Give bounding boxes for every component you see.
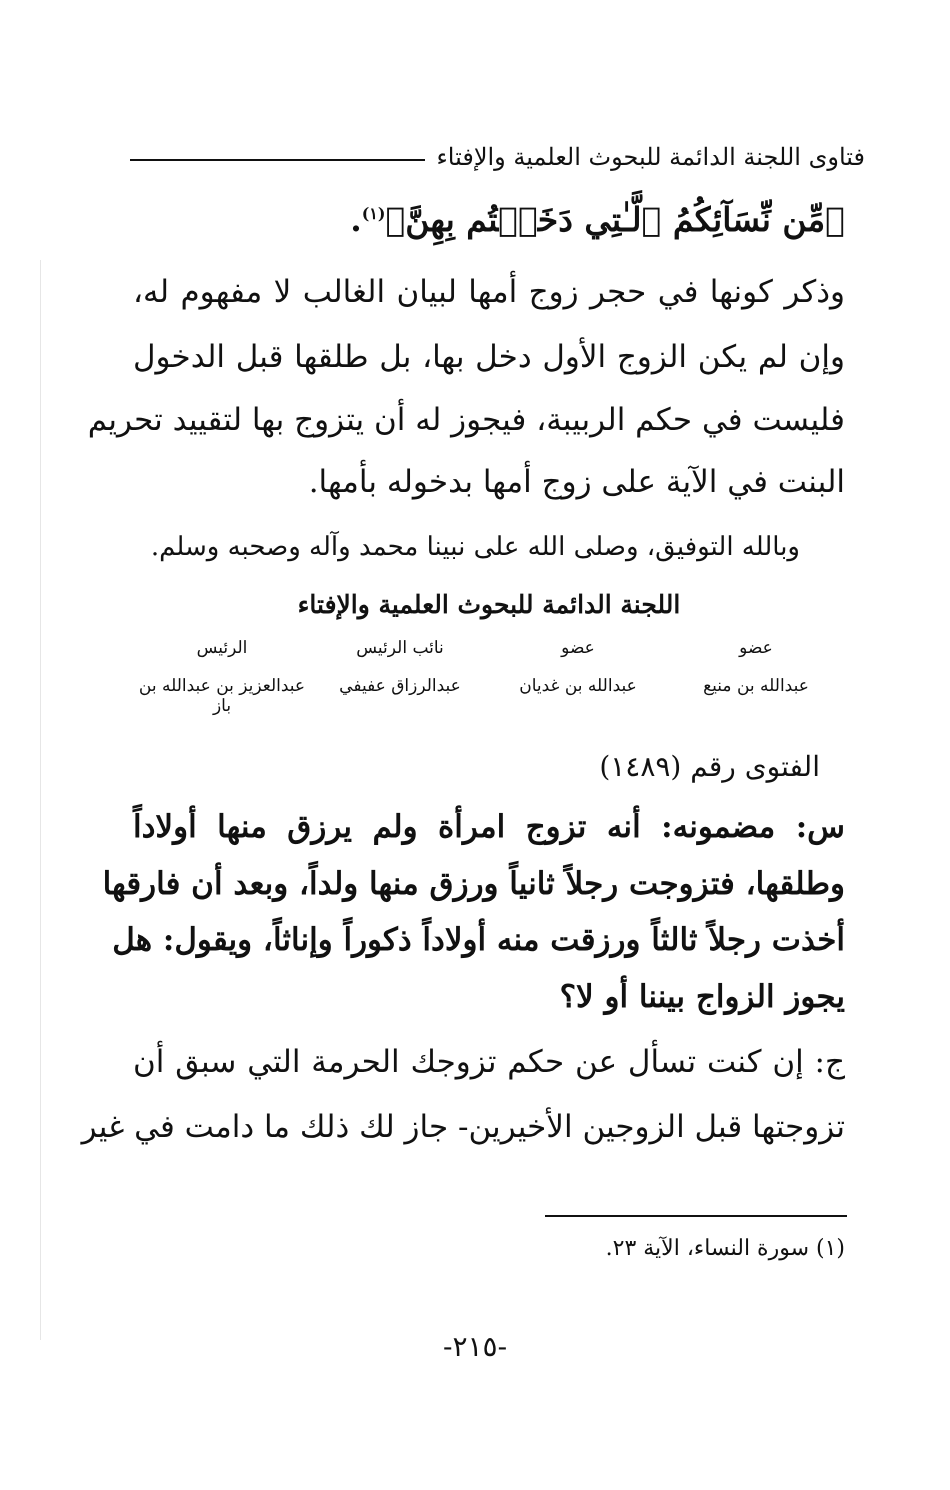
margin-mark xyxy=(40,260,41,1340)
committee-name: اللجنة الدائمة للبحوث العلمية والإفتاء xyxy=(297,590,681,619)
question-line: يجوز الزواج بيننا أو لا؟ xyxy=(559,979,845,1015)
signatory-names xyxy=(133,676,845,716)
quran-text: ﴿مِّن نِّسَآئِكُمُ ٱلَّـٰتِي دَخَلۡتُم بِهِنَّ﴾ xyxy=(385,200,845,239)
footnote-ref: (١) xyxy=(361,204,386,223)
quran-verse xyxy=(133,192,845,242)
question-line: أخذت رجلاً ثالثاً ورزقت منه أولاداً ذكوراً وإناثاً، ويقول: هل xyxy=(112,922,845,958)
answer-line: ج: إن كنت تسأل عن حكم تزوجك الحرمة التي سبق أن xyxy=(133,1044,845,1080)
role: نائب الرئيس xyxy=(356,638,444,658)
member-name: عبدالرزاق عفيفي xyxy=(339,676,461,696)
paragraph1-line: وإن لم يكن الزوج الأول دخل بها، بل طلقها قبل الدخول xyxy=(133,339,845,375)
paragraph1-line: البنت في الآية على زوج أمها بدخوله بأمها. xyxy=(308,464,845,500)
answer-line: تزوجتها قبل الزوجين الأخيرين- جاز لك ذلك ما دامت في غير xyxy=(81,1109,845,1145)
paragraph1-line: وذكر كونها في حجر زوج أمها لبيان الغالب لا مفهوم له، xyxy=(133,274,845,310)
closing-text: وبالله التوفيق، وصلى الله على نبينا محمد وآله وصحبه وسلم. xyxy=(150,532,800,562)
question-line: وطلقها، فتزوجت رجلاً ثانياً ورزق منها ولداً، وبعد أن فارقها xyxy=(102,866,845,902)
running-header xyxy=(130,140,865,174)
question-line: س: مضمونه: أنه تزوج امرأة ولم يرزق منها أولاداً xyxy=(133,809,845,845)
footnote-text: (١) سورة النساء، الآية ٢٣. xyxy=(605,1236,845,1261)
member-name: عبدالله بن منيع xyxy=(703,676,809,696)
member-name: عبدالعزيز بن عبدالله بن باز xyxy=(138,676,306,716)
header-rule xyxy=(130,159,425,161)
header-title: فتاوى اللجنة الدائمة للبحوث العلمية والإفتاء xyxy=(436,143,865,171)
page-number: -٢١٥- xyxy=(442,1330,508,1363)
signatory-roles xyxy=(133,638,845,658)
paragraph1-line: فليست في حكم الربيبة، فيجوز له أن يتزوج بها لتقييد تحريم xyxy=(87,402,845,438)
footnote-rule xyxy=(545,1215,847,1217)
member-name: عبدالله بن غديان xyxy=(519,676,637,696)
role: الرئيس xyxy=(196,638,248,658)
fatwa-number: الفتوى رقم (١٤٨٩) xyxy=(599,750,820,783)
quran-tail: . xyxy=(350,200,362,239)
role: عضو xyxy=(561,638,595,658)
role: عضو xyxy=(739,638,773,658)
